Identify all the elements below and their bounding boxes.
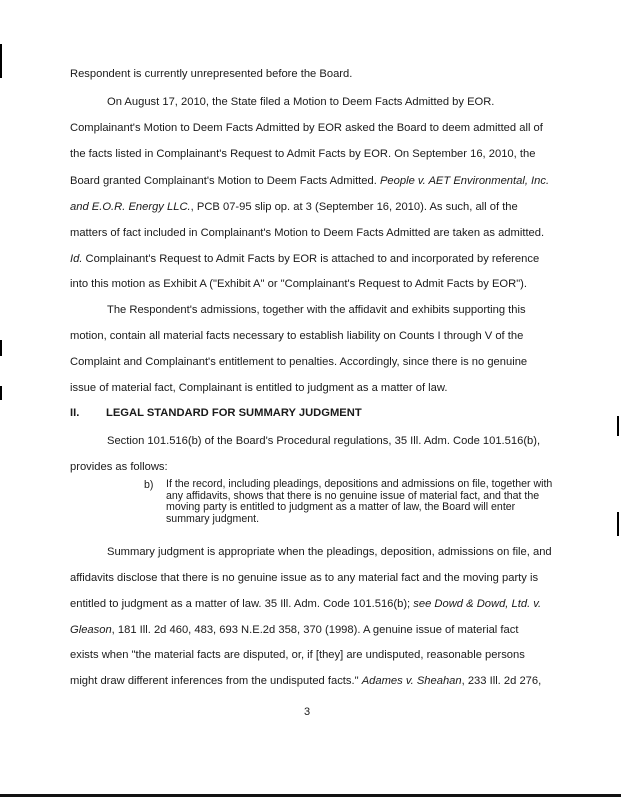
case-citation: see Dowd & Dowd, Ltd. v.	[413, 598, 542, 610]
paragraph-line: the facts listed in Complainant's Request to Admit Facts by EOR. On September 16, 2010, the	[70, 148, 536, 160]
text-run: , PCB 07-95 slip op. at 3 (September 16, 2010). As such, all of the	[190, 201, 518, 213]
text-run: Board granted Complainant's Motion to Deem Facts Admitted.	[70, 175, 380, 187]
block-quote: If the record, including pleadings, depositions and admissions on file, together with any affidavits, shows that there is no genuine issue of material fact, and that the moving party is entitled to judgment as a matter of law, the Board will enter summary judgment.	[166, 478, 553, 525]
bottom-rule	[0, 794, 621, 797]
edge-mark-4	[617, 416, 619, 436]
paragraph-line: On August 17, 2010, the State filed a Motion to Deem Facts Admitted by EOR.	[107, 96, 495, 108]
page-number: 3	[304, 706, 311, 718]
paragraph-line: Section 101.516(b) of the Board's Procedural regulations, 35 Ill. Adm. Code 101.516(b),	[107, 435, 541, 447]
paragraph-line: affidavits disclose that there is no genuine issue as to any material fact and the moving party is	[70, 572, 539, 584]
paragraph-line: Respondent is currently unrepresented before the Board.	[70, 68, 353, 80]
case-citation: Gleason	[70, 624, 112, 636]
text-run: Complainant's Request to Admit Facts by EOR is attached to and incorporated by reference	[82, 253, 540, 265]
paragraph-line: matters of fact included in Complainant's Motion to Deem Facts Admitted are taken as admitted.	[70, 227, 545, 239]
paragraph-line: The Respondent's admissions, together with the affidavit and exhibits supporting this	[107, 304, 526, 316]
edge-mark-2	[0, 340, 2, 356]
paragraph-line: issue of material fact, Complainant is entitled to judgment as a matter of law.	[70, 382, 448, 394]
case-citation: People v. AET Environmental, Inc.	[379, 175, 550, 187]
paragraph-line: Complaint and Complainant's entitlement to penalties. Accordingly, since there is no genuine	[70, 356, 528, 368]
paragraph-line: provides as follows:	[70, 461, 168, 473]
paragraph-line	[70, 597, 541, 611]
paragraph-line	[70, 623, 518, 637]
paragraph-line: Complainant's Motion to Deem Facts Admitted by EOR asked the Board to deem admitted all of	[70, 122, 543, 134]
heading-number: II.	[70, 407, 80, 419]
paragraph-line	[70, 174, 549, 188]
edge-mark-1	[0, 44, 2, 78]
edge-mark-3	[0, 386, 2, 400]
quote-label: b)	[144, 479, 154, 491]
section-heading	[70, 406, 362, 420]
paragraph-line	[70, 200, 518, 214]
text-run: , 233 Ill. 2d 276,	[461, 675, 542, 687]
case-citation: Adames v. Sheahan	[361, 675, 462, 687]
paragraph-line	[70, 252, 539, 266]
paragraph-line: exists when "the material facts are disputed, or, if [they] are undisputed, reasonable persons	[70, 649, 525, 661]
heading-text: LEGAL STANDARD FOR SUMMARY JUDGMENT	[106, 407, 362, 419]
paragraph-line	[70, 674, 541, 688]
paragraph-line: Summary judgment is appropriate when the pleadings, deposition, admissions on file, and	[107, 546, 552, 558]
paragraph-line: into this motion as Exhibit A ("Exhibit A" or "Complainant's Request to Admit Facts by EOR").	[70, 278, 528, 290]
text-run: entitled to judgment as a matter of law. 35 Ill. Adm. Code 101.516(b);	[70, 598, 414, 610]
id-citation: Id.	[70, 253, 83, 265]
edge-mark-5	[617, 512, 619, 536]
text-run: might draw different inferences from the undisputed facts."	[70, 675, 362, 687]
case-citation: and E.O.R. Energy LLC.	[70, 201, 191, 213]
paragraph-line: motion, contain all material facts necessary to establish liability on Counts I through V of the	[70, 330, 524, 342]
text-run: , 181 Ill. 2d 460, 483, 693 N.E.2d 358, 370 (1998). A genuine issue of material fact	[111, 624, 519, 636]
